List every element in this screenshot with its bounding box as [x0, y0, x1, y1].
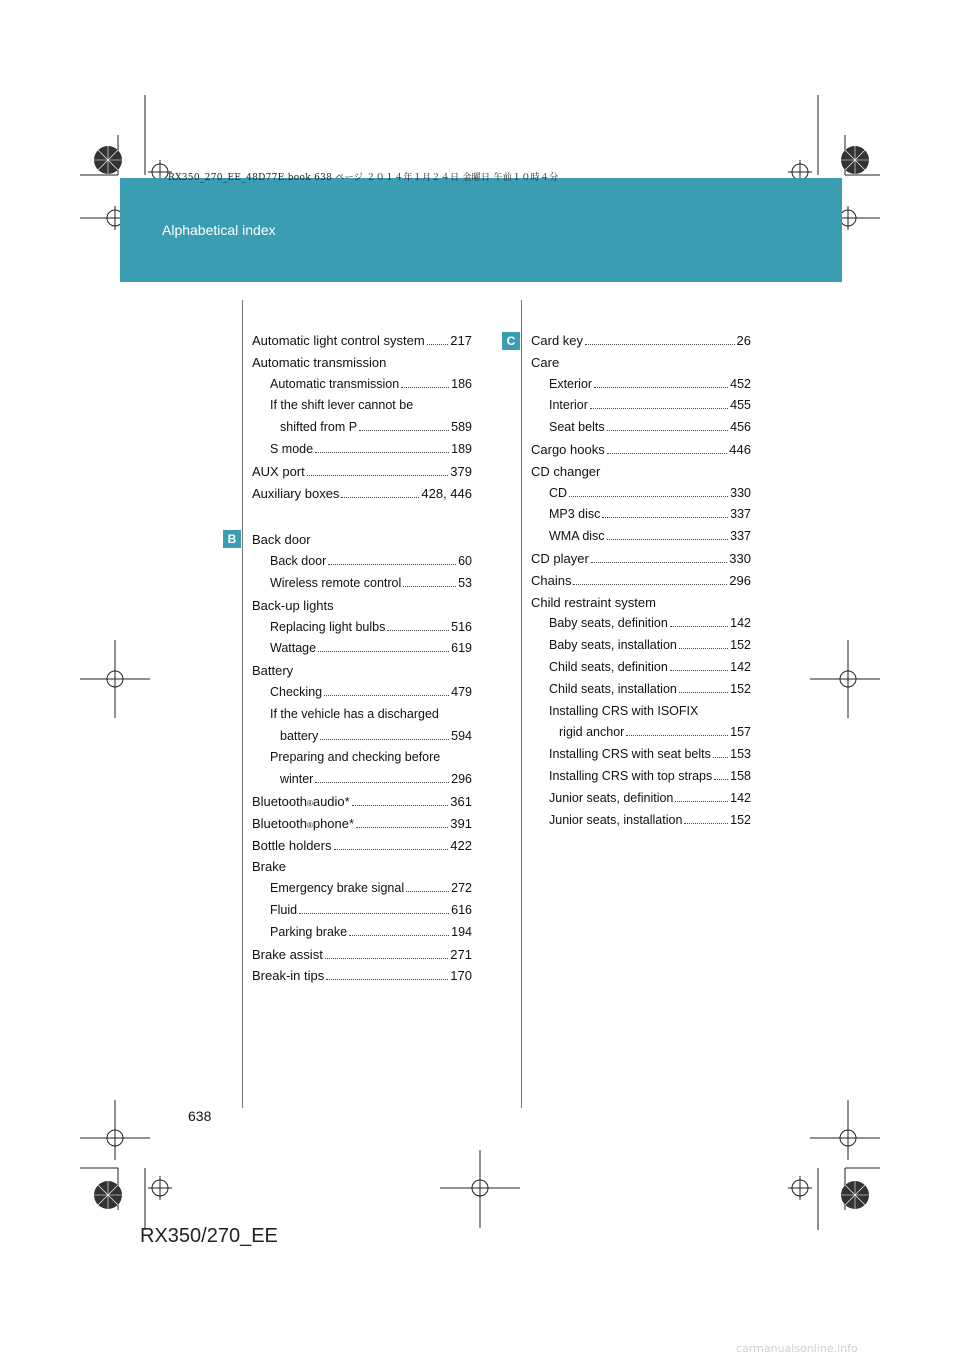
index-term: Back door	[252, 532, 311, 548]
index-entry	[252, 417, 472, 439]
index-entry: Bluetooth ® phone* 391	[252, 813, 472, 835]
index-term: AUX port	[252, 463, 305, 479]
index-term: Replacing light bulbs	[270, 619, 386, 634]
index-entry	[531, 592, 751, 614]
page-reference: 157	[730, 725, 751, 740]
letter-tab-c: C	[502, 332, 520, 350]
page-reference: 272	[451, 881, 472, 896]
page-reference: 446	[729, 441, 751, 457]
index-term: Baby seats, definition	[549, 616, 668, 631]
index-entry	[531, 810, 751, 832]
leader-dots	[675, 801, 728, 802]
leader-dots	[406, 891, 449, 892]
watermark: carmanualsonline.info	[736, 1342, 858, 1355]
index-term: WMA disc	[549, 529, 605, 544]
leader-dots	[427, 344, 449, 345]
leader-dots	[679, 648, 728, 649]
index-entry	[252, 551, 472, 573]
index-entry	[252, 395, 472, 417]
index-term: Junior seats, definition	[549, 790, 674, 805]
leader-dots	[326, 979, 448, 980]
leader-dots	[299, 913, 449, 914]
index-entry	[252, 617, 472, 639]
index-term: Brake	[252, 859, 286, 875]
column-rule-left	[242, 300, 243, 1108]
index-entry	[252, 682, 472, 704]
index-term: Preparing and checking before	[270, 750, 441, 765]
index-term: Child seats, installation	[549, 681, 677, 696]
page-reference: 142	[730, 790, 751, 805]
column-rule-right	[521, 300, 522, 1108]
page-reference: 330	[729, 550, 751, 566]
leader-dots	[315, 782, 449, 783]
leader-dots	[307, 475, 449, 476]
leader-dots	[602, 517, 728, 518]
page-reference: 361	[450, 793, 472, 809]
index-term: If the vehicle has a discharged	[270, 706, 439, 721]
page-reference: 26	[736, 333, 751, 348]
index-term: Wireless remote control	[270, 575, 402, 590]
index-entry	[252, 965, 472, 987]
leader-dots	[349, 935, 449, 936]
index-term: Emergency brake signal	[270, 881, 405, 896]
index-term: Installing CRS with top straps	[549, 768, 713, 783]
index-entry	[252, 573, 472, 595]
index-term: MP3 disc	[549, 507, 601, 522]
model-code: RX350/270_EE	[140, 1225, 278, 1247]
index-entry: Bluetooth ® audio* 361	[252, 791, 472, 813]
index-entry	[252, 529, 472, 551]
index-entry	[531, 766, 751, 788]
index-entry	[531, 352, 751, 374]
index-term: Interior	[549, 398, 588, 413]
leader-dots	[401, 387, 449, 388]
section-title: Alphabetical index	[162, 222, 276, 238]
page-reference: 271	[450, 946, 472, 962]
index-entry	[252, 638, 472, 660]
index-entry	[252, 944, 472, 966]
leader-dots	[325, 958, 448, 959]
index-entry	[531, 395, 751, 417]
leader-dots	[569, 496, 728, 497]
index-term: S mode	[270, 441, 314, 456]
index-entry	[531, 744, 751, 766]
index-term: If the shift lever cannot be	[270, 398, 414, 413]
leader-dots	[387, 630, 449, 631]
page-reference: 455	[730, 398, 751, 413]
index-entry	[531, 526, 751, 548]
index-term: Cargo hooks	[531, 441, 605, 457]
index-term: Exterior	[549, 376, 593, 391]
index-entry	[531, 788, 751, 810]
index-entry	[252, 330, 472, 352]
index-term: Automatic transmission	[270, 376, 400, 391]
page-reference: 428, 446	[421, 485, 472, 501]
header-band	[120, 178, 842, 282]
page-reference: 619	[451, 641, 472, 656]
leader-dots	[320, 739, 449, 740]
index-term: Automatic transmission	[252, 354, 387, 370]
index-entry	[531, 613, 751, 635]
index-entry	[252, 878, 472, 900]
index-term: Bottle holders	[252, 837, 332, 853]
index-term: Seat belts	[549, 420, 605, 435]
leader-dots	[585, 344, 735, 345]
leader-dots	[328, 564, 456, 565]
leader-dots	[359, 430, 449, 431]
index-term: CD	[549, 485, 568, 500]
index-entry	[252, 374, 472, 396]
index-term: Care	[531, 354, 560, 370]
index-term: Chains	[531, 572, 572, 588]
leader-dots	[607, 453, 728, 454]
index-entry	[531, 483, 751, 505]
page-reference: 170	[450, 968, 472, 984]
index-entry	[531, 657, 751, 679]
page-reference: 152	[730, 681, 751, 696]
page-reference: 296	[451, 772, 472, 787]
index-entry	[531, 548, 751, 570]
index-entry	[252, 922, 472, 944]
index-entry	[531, 679, 751, 701]
index-entry	[252, 483, 472, 505]
index-term: Child seats, definition	[549, 659, 668, 674]
index-entry	[531, 722, 751, 744]
index-entry	[531, 701, 751, 723]
leader-dots	[590, 408, 728, 409]
page-reference: 456	[730, 420, 751, 435]
index-term: Bluetooth	[252, 815, 307, 831]
page-reference: 142	[730, 616, 751, 631]
index-term: Battery	[252, 663, 294, 679]
index-column-right	[531, 330, 751, 831]
leader-dots	[670, 626, 728, 627]
index-term: Back-up lights	[252, 597, 334, 613]
leader-dots	[670, 670, 728, 671]
index-entry	[531, 439, 751, 461]
index-term-suffix: phone*	[312, 815, 355, 831]
index-term: Parking brake	[270, 924, 348, 939]
page-reference: 296	[729, 572, 751, 588]
page-reference: 142	[730, 659, 751, 674]
index-term: winter	[280, 772, 314, 787]
page-reference: 330	[730, 485, 751, 500]
index-term: Junior seats, installation	[549, 812, 683, 827]
index-term: Installing CRS with seat belts	[549, 747, 711, 762]
index-entry	[531, 504, 751, 526]
index-entry	[531, 417, 751, 439]
index-term: Baby seats, installation	[549, 638, 677, 653]
letter-tab-b: B	[223, 530, 241, 548]
index-entry	[252, 461, 472, 483]
leader-dots	[315, 452, 449, 453]
leader-dots	[591, 562, 728, 563]
index-term-suffix: audio*	[312, 793, 350, 809]
index-entry	[252, 660, 472, 682]
index-term: CD changer	[531, 463, 601, 479]
index-entry	[252, 704, 472, 726]
page-reference: 391	[450, 815, 472, 831]
index-term: Automatic light control system	[252, 333, 425, 348]
leader-dots	[334, 849, 449, 850]
index-term: Break-in tips	[252, 968, 325, 984]
leader-dots	[324, 695, 449, 696]
leader-dots	[713, 757, 728, 758]
index-term: Brake assist	[252, 946, 323, 962]
index-entry	[531, 374, 751, 396]
leader-dots	[714, 779, 728, 780]
page-reference: 589	[451, 420, 472, 435]
index-term: Card key	[531, 333, 584, 348]
index-term: Installing CRS with ISOFIX	[549, 703, 699, 718]
page-reference: 379	[450, 463, 472, 479]
index-entry	[252, 595, 472, 617]
index-entry	[252, 900, 472, 922]
leader-dots	[403, 586, 456, 587]
leader-dots	[594, 387, 728, 388]
leader-dots	[318, 651, 449, 652]
leader-dots	[607, 539, 729, 540]
index-entry	[531, 461, 751, 483]
page-reference: 594	[451, 728, 472, 743]
leader-dots	[684, 823, 728, 824]
index-term: Auxiliary boxes	[252, 485, 340, 501]
index-term: battery	[280, 728, 319, 743]
index-entry	[252, 352, 472, 374]
index-entry	[252, 835, 472, 857]
print-info: RX350_270_EE_48D77E.book 638 ページ ２０１４年１月２４日 金曜日 午前１０時４分	[168, 173, 559, 183]
index-entry	[531, 330, 751, 352]
page-reference: 152	[730, 812, 751, 827]
page-reference: 60	[458, 554, 472, 569]
index-term: CD player	[531, 550, 589, 566]
index-column-left	[252, 330, 472, 987]
index-term: Fluid	[270, 902, 298, 917]
page-reference: 53	[458, 575, 472, 590]
leader-dots	[573, 584, 727, 585]
page-reference: 516	[451, 619, 472, 634]
leader-dots	[352, 805, 449, 806]
index-term: Bluetooth	[252, 793, 307, 809]
leader-dots	[607, 430, 729, 431]
page-reference: 217	[450, 333, 472, 348]
page-reference: 616	[451, 902, 472, 917]
page-reference: 158	[730, 768, 751, 783]
index-term: Checking	[270, 684, 323, 699]
index-entry	[252, 726, 472, 748]
page-reference: 422	[450, 837, 472, 853]
index-term: Child restraint system	[531, 594, 656, 610]
index-term: Wattage	[270, 641, 317, 656]
leader-dots	[341, 497, 419, 498]
index-entry	[252, 439, 472, 461]
leader-dots	[626, 735, 728, 736]
page-reference: 337	[730, 507, 751, 522]
page-reference: 479	[451, 684, 472, 699]
index-term: shifted from P	[280, 420, 358, 435]
page-reference: 152	[730, 638, 751, 653]
index-entry	[531, 635, 751, 657]
page-reference: 189	[451, 441, 472, 456]
page-reference: 153	[730, 747, 751, 762]
index-term: rigid anchor	[559, 725, 625, 740]
index-entry	[252, 747, 472, 769]
leader-dots	[356, 827, 448, 828]
page-reference: 194	[451, 924, 472, 939]
page-reference: 452	[730, 376, 751, 391]
leader-dots	[679, 692, 728, 693]
page-number: 638	[188, 1108, 212, 1124]
index-entry	[531, 570, 751, 592]
index-entry	[252, 856, 472, 878]
page-reference: 186	[451, 376, 472, 391]
index-term: Back door	[270, 554, 327, 569]
page-reference: 337	[730, 529, 751, 544]
index-entry	[252, 769, 472, 791]
